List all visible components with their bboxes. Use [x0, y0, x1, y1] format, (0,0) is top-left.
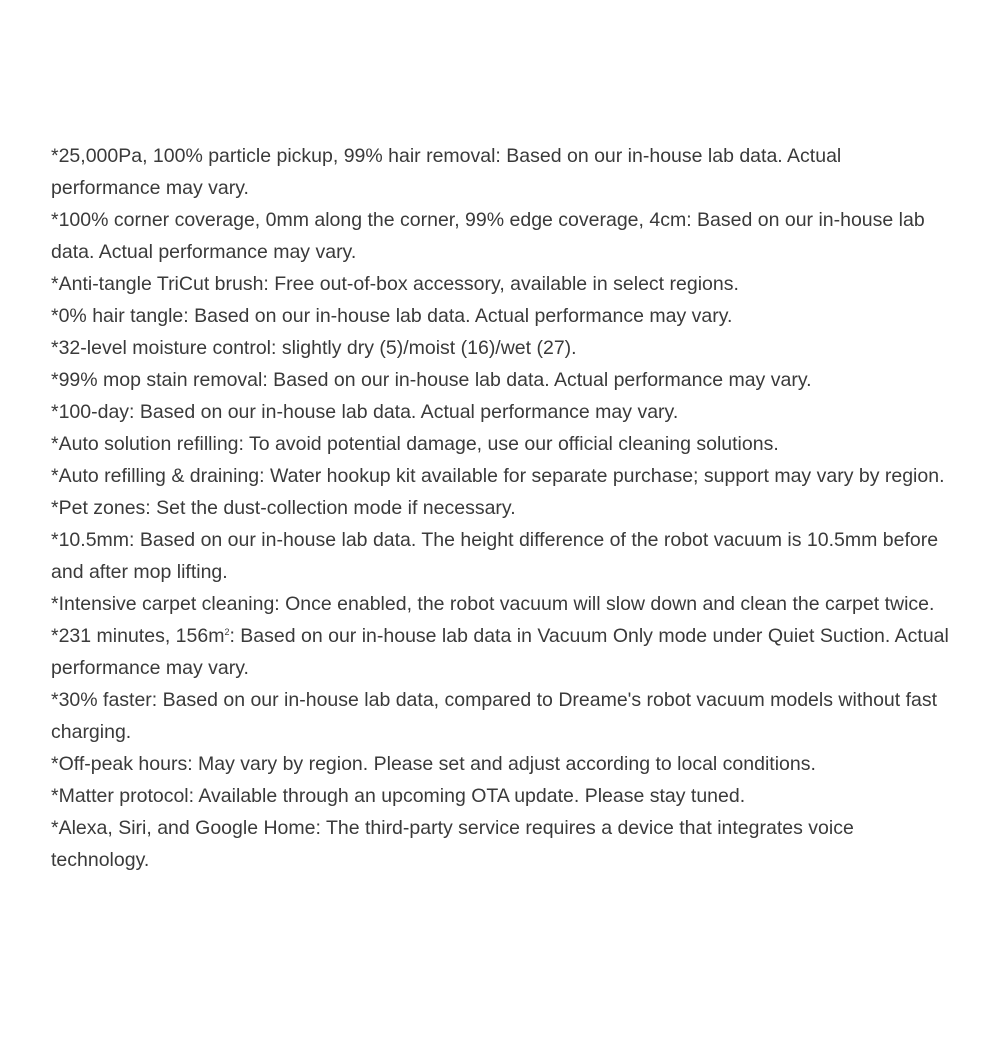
note-runtime-suffix: : Based on our in-house lab data in Vacuum Only mode under Quiet Suction. Actual performance may vary.: [51, 625, 949, 679]
note-fast-charging: *30% faster: Based on our in-house lab data, compared to Dreame's robot vacuum models without fast charging.: [51, 689, 938, 743]
note-moisture-control: *32-level moisture control: slightly dry (5)/moist (16)/wet (27).: [51, 337, 577, 359]
note-mop-lifting: *10.5mm: Based on our in-house lab data. The height difference of the robot vacuum is 10.5mm before and after mop lifting.: [51, 529, 939, 583]
disclaimer-notes: [51, 140, 956, 876]
note-hair-tangle: *0% hair tangle: Based on our in-house lab data. Actual performance may vary.: [51, 305, 733, 327]
note-suction-power: *25,000Pa, 100% particle pickup, 99% hair removal: Based on our in-house lab data. Actual performance may vary.: [51, 145, 842, 199]
note-auto-solution-refilling: *Auto solution refilling: To avoid potential damage, use our official cleaning solutions.: [51, 433, 779, 455]
note-runtime-superscript: 2: [224, 627, 230, 637]
note-pet-zones: *Pet zones: Set the dust-collection mode if necessary.: [51, 497, 516, 519]
note-runtime: [51, 620, 956, 684]
note-off-peak-hours: *Off-peak hours: May vary by region. Please set and adjust according to local conditions.: [51, 753, 816, 775]
note-100-day: *100-day: Based on our in-house lab data. Actual performance may vary.: [51, 401, 679, 423]
note-tricut-brush: *Anti-tangle TriCut brush: Free out-of-box accessory, available in select regions.: [51, 273, 739, 295]
note-voice-assistants: *Alexa, Siri, and Google Home: The third-party service requires a device that integrates voice technology.: [51, 817, 854, 871]
note-auto-refilling-draining: *Auto refilling & draining: Water hookup kit available for separate purchase; support may vary by region.: [51, 465, 945, 487]
note-runtime-prefix: *231 minutes, 156m: [51, 625, 225, 647]
note-mop-stain-removal: *99% mop stain removal: Based on our in-house lab data. Actual performance may vary.: [51, 369, 812, 391]
note-carpet-cleaning: *Intensive carpet cleaning: Once enabled, the robot vacuum will slow down and clean the carpet twice.: [51, 593, 935, 615]
note-matter-protocol: *Matter protocol: Available through an upcoming OTA update. Please stay tuned.: [51, 785, 746, 807]
note-corner-coverage: *100% corner coverage, 0mm along the corner, 99% edge coverage, 4cm: Based on our in-house lab data. Actual performance may vary.: [51, 209, 925, 263]
